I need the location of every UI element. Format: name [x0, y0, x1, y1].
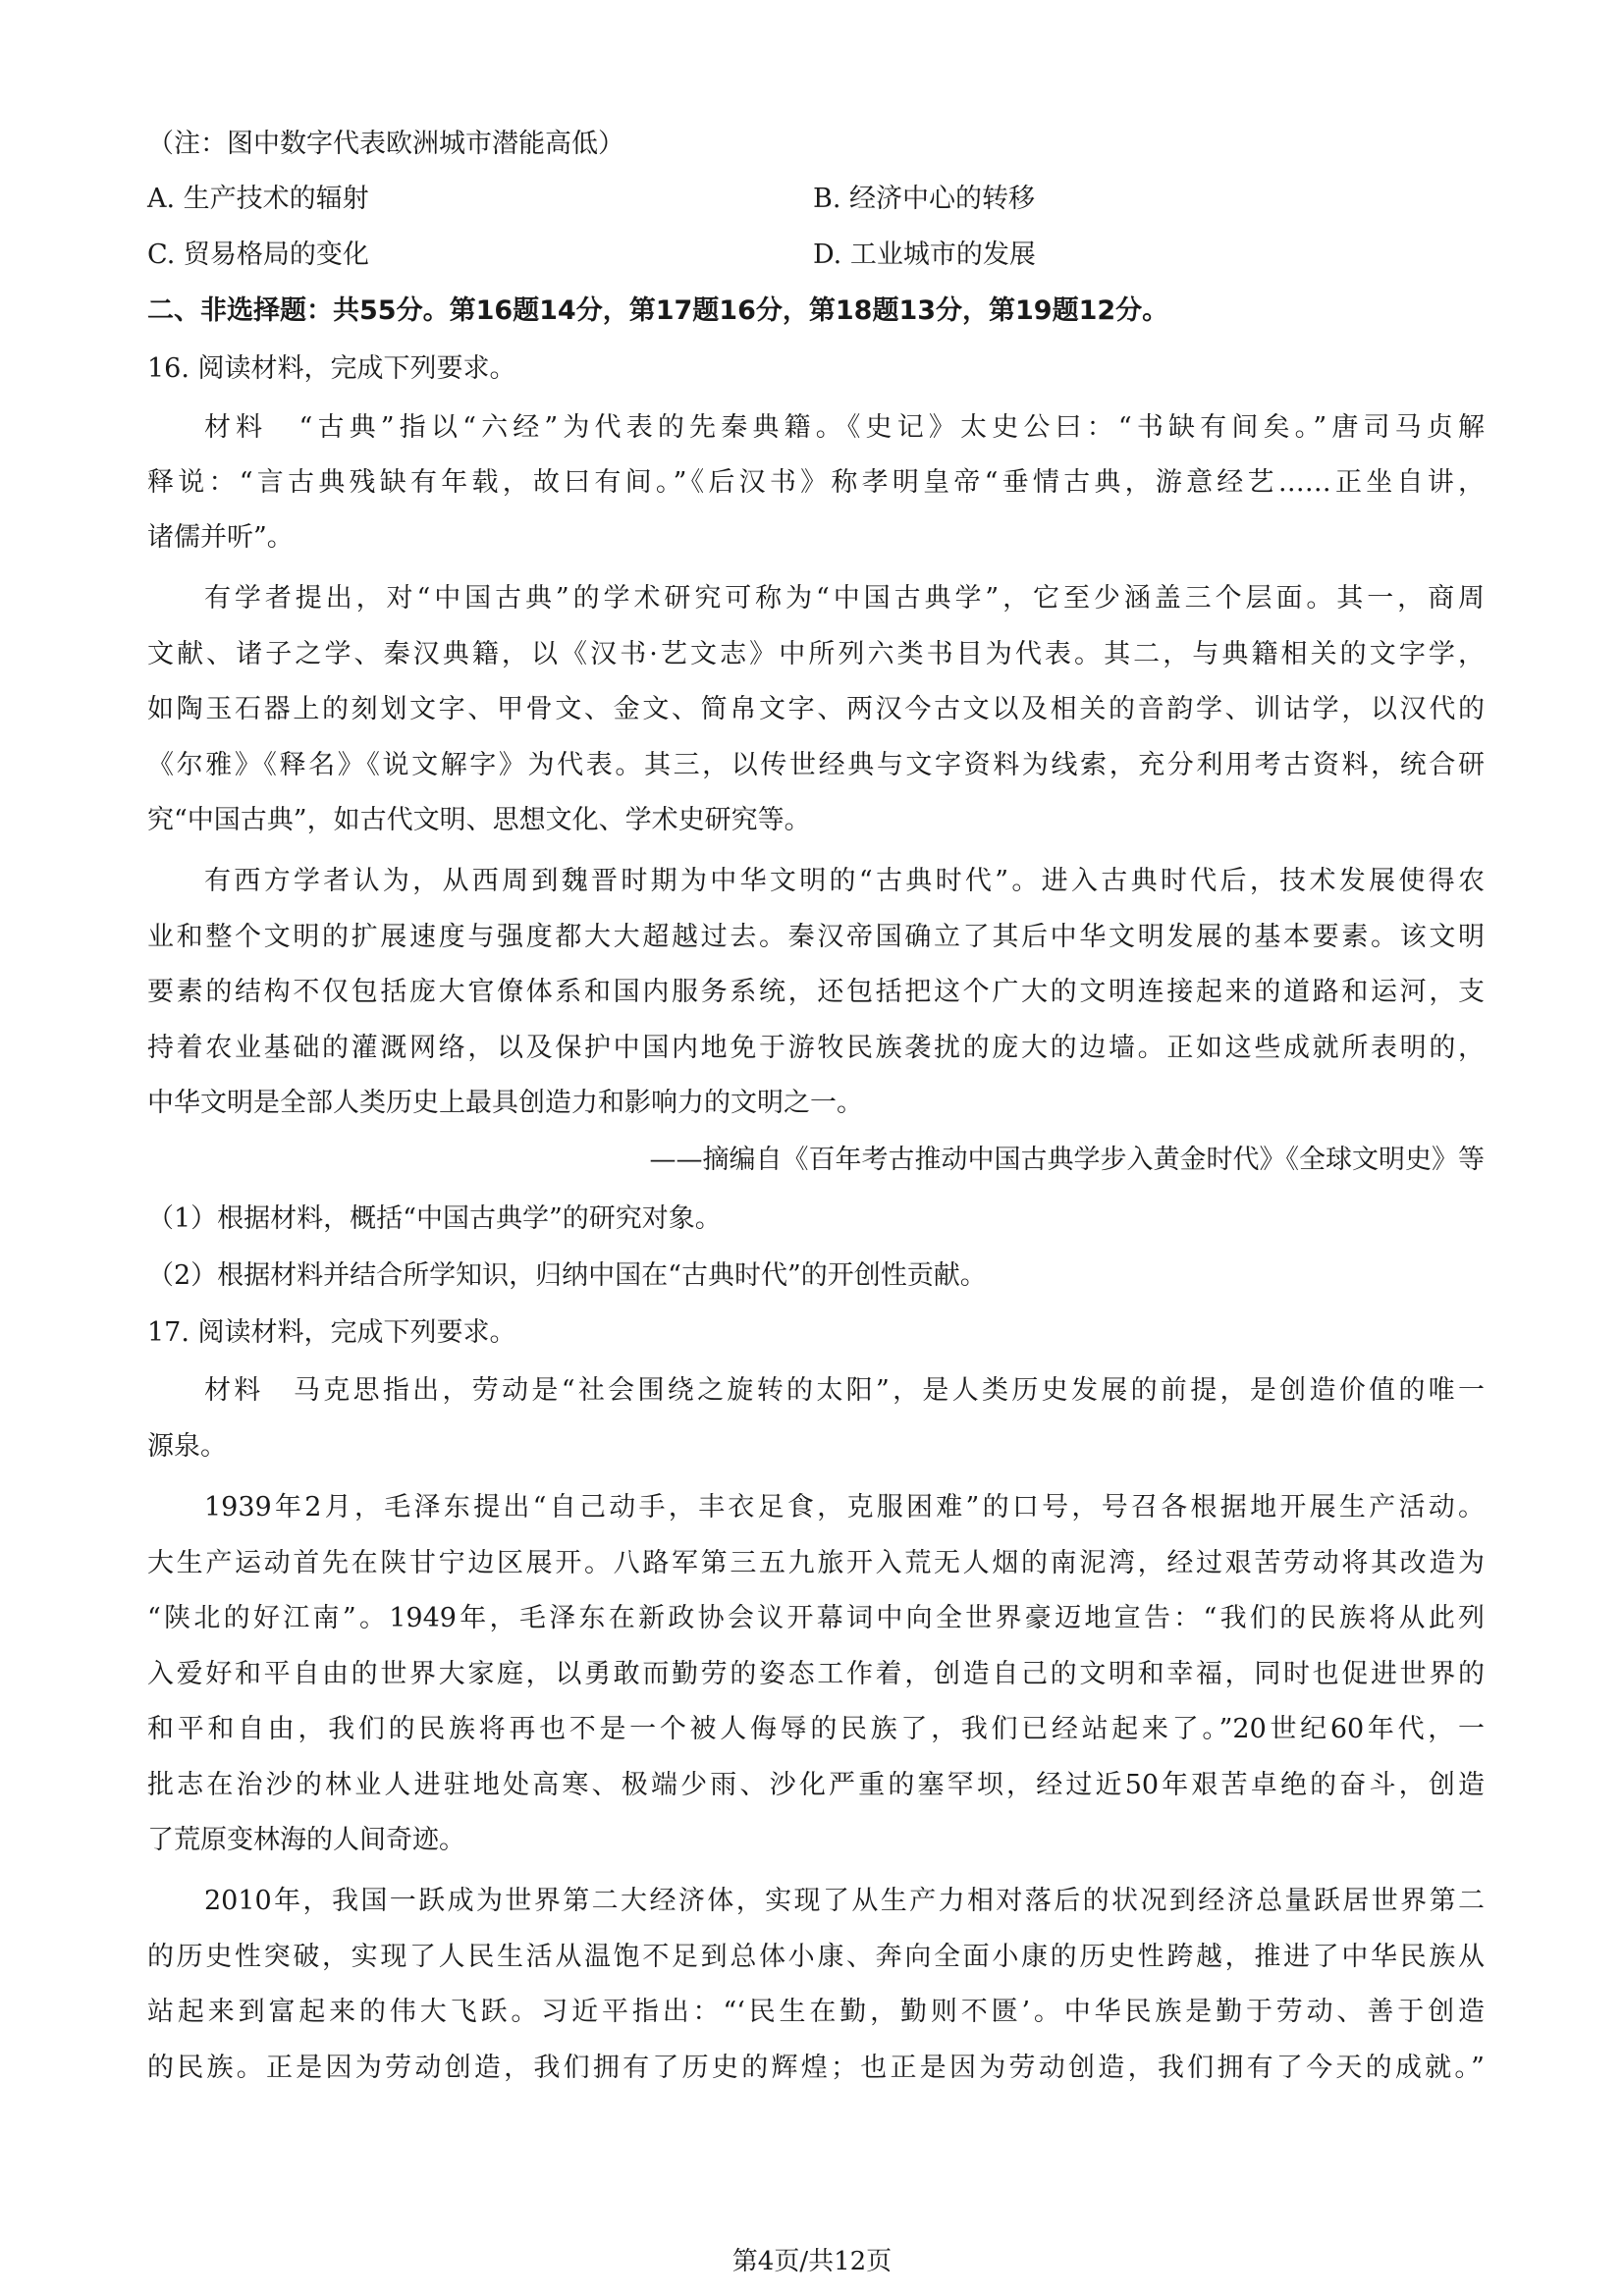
q17-p3-line: 站起来到富起来的伟大飞跃。习近平指出：“‘民生在勤，勤则不匮’。中华民族是勤于劳动、善于创造 [147, 1997, 1485, 2027]
option-b: B. 经济中心的转移 [813, 184, 1036, 214]
option-a: A. 生产技术的辐射 [147, 184, 369, 214]
q17-p2-line: 大生产运动首先在陕甘宁边区展开。八路军第三五九旅开入荒无人烟的南泥湾，经过艰苦劳动将其改造为 [147, 1548, 1485, 1578]
q17-title: 17. 阅读材料，完成下列要求。 [147, 1317, 516, 1348]
q16-p2-line: 文献、诸子之学、秦汉典籍，以《汉书·艺文志》中所列六类书目为代表。其二，与典籍相关的文字学， [147, 639, 1485, 669]
q17-p1-line: 源泉。 [147, 1431, 227, 1462]
q16-p3-line: 要素的结构不仅包括庞大官僚体系和国内服务系统，还包括把这个广大的文明连接起来的道路和运河，支 [147, 977, 1485, 1007]
q17-p2-line: “陕北的好江南”。1949年，毛泽东在新政协会议开幕词中向全世界豪迈地宣告：“我们的民族将从此列 [147, 1603, 1485, 1633]
q17-p2-line: 入爱好和平自由的世界大家庭，以勇敢而勤劳的姿态工作着，创造自己的文明和幸福，同时也促进世界的 [147, 1659, 1485, 1689]
q16-p3-line: 业和整个文明的扩展速度与强度都大大超越过去。秦汉帝国确立了其后中华文明发展的基本要素。该文明 [147, 922, 1485, 952]
q16-p1-line: 诸儒并听”。 [147, 522, 294, 553]
option-c: C. 贸易格局的变化 [147, 240, 369, 270]
page-footer: 第4页/共12页 [731, 2247, 893, 2276]
option-d: D. 工业城市的发展 [813, 240, 1036, 270]
q17-p2-line: 和平和自由，我们的民族将再也不是一个被人侮辱的民族了，我们已经站起来了。”20世纪60年代，一 [147, 1714, 1485, 1744]
q17-p3-line: 的历史性突破，实现了人民生活从温饱不足到总体小康、奔向全面小康的历史性跨越，推进了中华民族从 [147, 1942, 1485, 1972]
q17-p3-line: 2010年，我国一跃成为世界第二大经济体，实现了从生产力相对落后的状况到经济总量跃居世界第二 [204, 1886, 1485, 1916]
q17-p2-line: 批志在治沙的林业人进驻地处高寒、极端少雨、沙化严重的塞罕坝，经过近50年艰苦卓绝的奋斗，创造 [147, 1770, 1485, 1800]
section-heading: 二、非选择题：共55分。第16题14分，第17题16分，第18题13分，第19题12分。 [147, 295, 1169, 326]
q16-p2-line: 如陶玉石器上的刻划文字、甲骨文、金文、简帛文字、两汉今古文以及相关的音韵学、训诂学，以汉代的 [147, 694, 1485, 724]
q16-requirement-2: （2）根据材料并结合所学知识，归纳中国在“古典时代”的开创性贡献。 [147, 1260, 987, 1291]
q16-p2-line: 有学者提出，对“中国古典”的学术研究可称为“中国古典学”，它至少涵盖三个层面。其一，商周 [204, 583, 1485, 614]
q16-p3-line: 有西方学者认为，从西周到魏晋时期为中华文明的“古典时代”。进入古典时代后，技术发展使得农 [204, 866, 1485, 896]
q16-p2-line: 究“中国古典”，如古代文明、思想文化、学术史研究等。 [147, 805, 811, 835]
q16-p1-line: 材料 “古典”指以“六经”为代表的先秦典籍。《史记》太史公曰：“书缺有间矣。”唐司马贞解 [204, 412, 1485, 443]
figure-note: （注：图中数字代表欧洲城市潜能高低） [147, 129, 624, 159]
q16-p2-line: 《尔雅》《释名》《说文解字》为代表。其三，以传世经典与文字资料为线索，充分利用考古资料，统合研 [147, 750, 1485, 780]
q17-p3-line: 的民族。正是因为劳动创造，我们拥有了历史的辉煌；也正是因为劳动创造，我们拥有了今天的成就。” [147, 2053, 1485, 2083]
q16-p1-line: 释说：“言古典残缺有年载，故曰有间。”《后汉书》称孝明皇帝“垂情古典，游意经艺……正坐自讲， [147, 467, 1485, 498]
q17-p2-line: 1939年2月，毛泽东提出“自己动手，丰衣足食，克服困难”的口号，号召各根据地开展生产活动。 [204, 1492, 1485, 1522]
q16-p3-line: 持着农业基础的灌溉网络，以及保护中国内地免于游牧民族袭扰的庞大的边墙。正如这些成就所表明的， [147, 1033, 1485, 1063]
q16-source: ——摘编自《百年考古推动中国古典学步入黄金时代》《全球文明史》等 [649, 1145, 1485, 1175]
q16-requirement-1: （1）根据材料，概括“中国古典学”的研究对象。 [147, 1203, 722, 1234]
q17-p2-line: 了荒原变林海的人间奇迹。 [147, 1825, 465, 1855]
q17-p1-line: 材料 马克思指出，劳动是“社会围绕之旋转的太阳”，是人类历史发展的前提，是创造价值的唯一 [204, 1375, 1485, 1406]
q16-title: 16. 阅读材料，完成下列要求。 [147, 353, 516, 384]
q16-p3-line: 中华文明是全部人类历史上最具创造力和影响力的文明之一。 [147, 1088, 863, 1118]
